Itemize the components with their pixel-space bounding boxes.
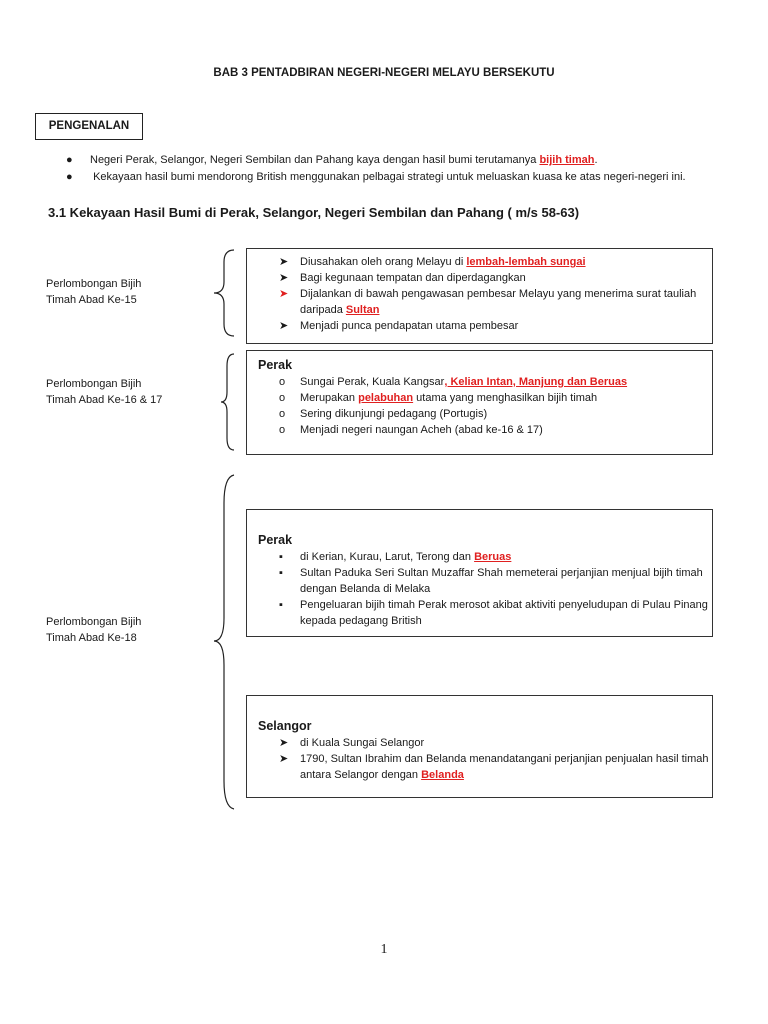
list-item [247, 751, 712, 783]
bullet-icon: ▪ [279, 599, 283, 611]
text: . [594, 154, 598, 166]
text: di Kuala Sungai Selangor [300, 737, 425, 749]
bullet-icon: ➤ [279, 272, 289, 284]
list-item [247, 270, 712, 286]
text: 1790, Sultan Ibrahim dan Belanda menandatangani perjanjian penjualan hasil timah antara Selangor dengan [300, 753, 709, 781]
text: Menjadi negeri naungan Acheh (abad ke-16 & 17) [300, 424, 543, 436]
list-item [247, 735, 712, 751]
text: Merupakan [300, 392, 359, 404]
list-item [247, 254, 712, 270]
label-line: Perlombongan Bijih [46, 616, 142, 628]
list-item [247, 597, 712, 629]
bullet-icon: ➤ [279, 737, 289, 749]
text: Beruas [474, 551, 512, 563]
list-item [247, 565, 712, 597]
text: , Kelian Intan, Manjung dan Beruas [444, 376, 628, 388]
bullet-icon: ➤ [279, 288, 289, 300]
text: di Kerian, Kurau, Larut, Terong dan [300, 551, 475, 563]
text: Pengeluaran bijih timah Perak merosot akibat aktiviti penyeludupan di Pulau Pinang kepada pedagang British [300, 599, 708, 627]
brace-icon [210, 473, 240, 811]
bullet-icon: ▪ [279, 551, 283, 563]
brace-icon [218, 352, 238, 452]
page-number: 1 [380, 942, 388, 957]
section-heading: 3.1 Kekayaan Hasil Bumi di Perak, Selangor, Negeri Sembilan dan Pahang ( m/s 58-63) [48, 205, 580, 220]
period-label [46, 376, 162, 408]
text: ● [66, 154, 73, 166]
text: Bagi kegunaan tempatan dan diperdagangkan [300, 272, 526, 284]
list-item [247, 549, 712, 565]
intro-label-box: PENGENALAN [35, 113, 143, 140]
list-item [247, 390, 712, 406]
text: Sering dikunjungi pedagang (Portugis) [300, 408, 488, 420]
highlight: bijih timah [539, 154, 595, 166]
text: Menjadi punca pendapatan utama pembesar [300, 320, 519, 332]
list-item [247, 422, 712, 438]
label-line: Perlombongan Bijih [46, 378, 142, 390]
text: Sultan [345, 304, 380, 316]
text: Diusahakan oleh orang Melayu di [300, 256, 467, 268]
label-line: Timah Abad Ke-15 [46, 294, 137, 306]
text: Sungai Perak, Kuala Kangsar [300, 376, 445, 388]
box-heading: Perak [258, 533, 293, 547]
bullet-icon: ➤ [279, 320, 289, 332]
box-heading: Perak [258, 358, 293, 372]
intro-bullet [66, 154, 598, 166]
period-label [46, 614, 141, 646]
box-abad-16-17 [246, 350, 713, 455]
list-item [247, 318, 712, 334]
list-item [247, 406, 712, 422]
text: Negeri Perak, Selangor, Negeri Sembilan dan Pahang kaya dengan hasil bumi terutamanya [90, 154, 540, 166]
bullet-icon: o [279, 376, 286, 388]
text: lembah-lembah sungai [466, 256, 586, 268]
text: Dijalankan di bawah pengawasan pembesar Melayu yang menerima surat tauliah daripada [300, 288, 697, 316]
bullet-icon: o [279, 392, 286, 404]
period-label [46, 276, 141, 308]
list-item [247, 374, 712, 390]
text: pelabuhan [358, 392, 414, 404]
list-item [247, 286, 712, 318]
text: Belanda [421, 769, 464, 781]
label-line: Timah Abad Ke-16 & 17 [46, 394, 163, 406]
label-line: Perlombongan Bijih [46, 278, 142, 290]
page-title: BAB 3 PENTADBIRAN NEGERI-NEGERI MELAYU BERSEKUTU [213, 67, 555, 79]
box-abad-18-perak [246, 509, 713, 637]
box-abad-18-selangor [246, 695, 713, 798]
box-heading: Selangor [258, 719, 312, 733]
text: Sultan Paduka Seri Sultan Muzaffar Shah memeterai perjanjian menjual bijih timah dengan Belanda di Melaka [300, 567, 703, 595]
bullet-icon: ➤ [279, 753, 289, 765]
brace-icon [208, 248, 238, 338]
bullet-icon: ➤ [279, 256, 289, 268]
bullet-icon: o [279, 424, 286, 436]
label-line: Timah Abad Ke-18 [46, 632, 137, 644]
text: Kekayaan hasil bumi mendorong British menggunakan pelbagai strategi untuk meluaskan kuasa ke atas negeri-negeri ini. [93, 171, 686, 183]
intro-bullet [66, 171, 686, 183]
box-abad-15 [246, 248, 713, 344]
text: ● [66, 171, 73, 183]
text: utama yang menghasilkan bijih timah [413, 392, 598, 404]
bullet-icon: ▪ [279, 567, 283, 579]
bullet-icon: o [279, 408, 286, 420]
